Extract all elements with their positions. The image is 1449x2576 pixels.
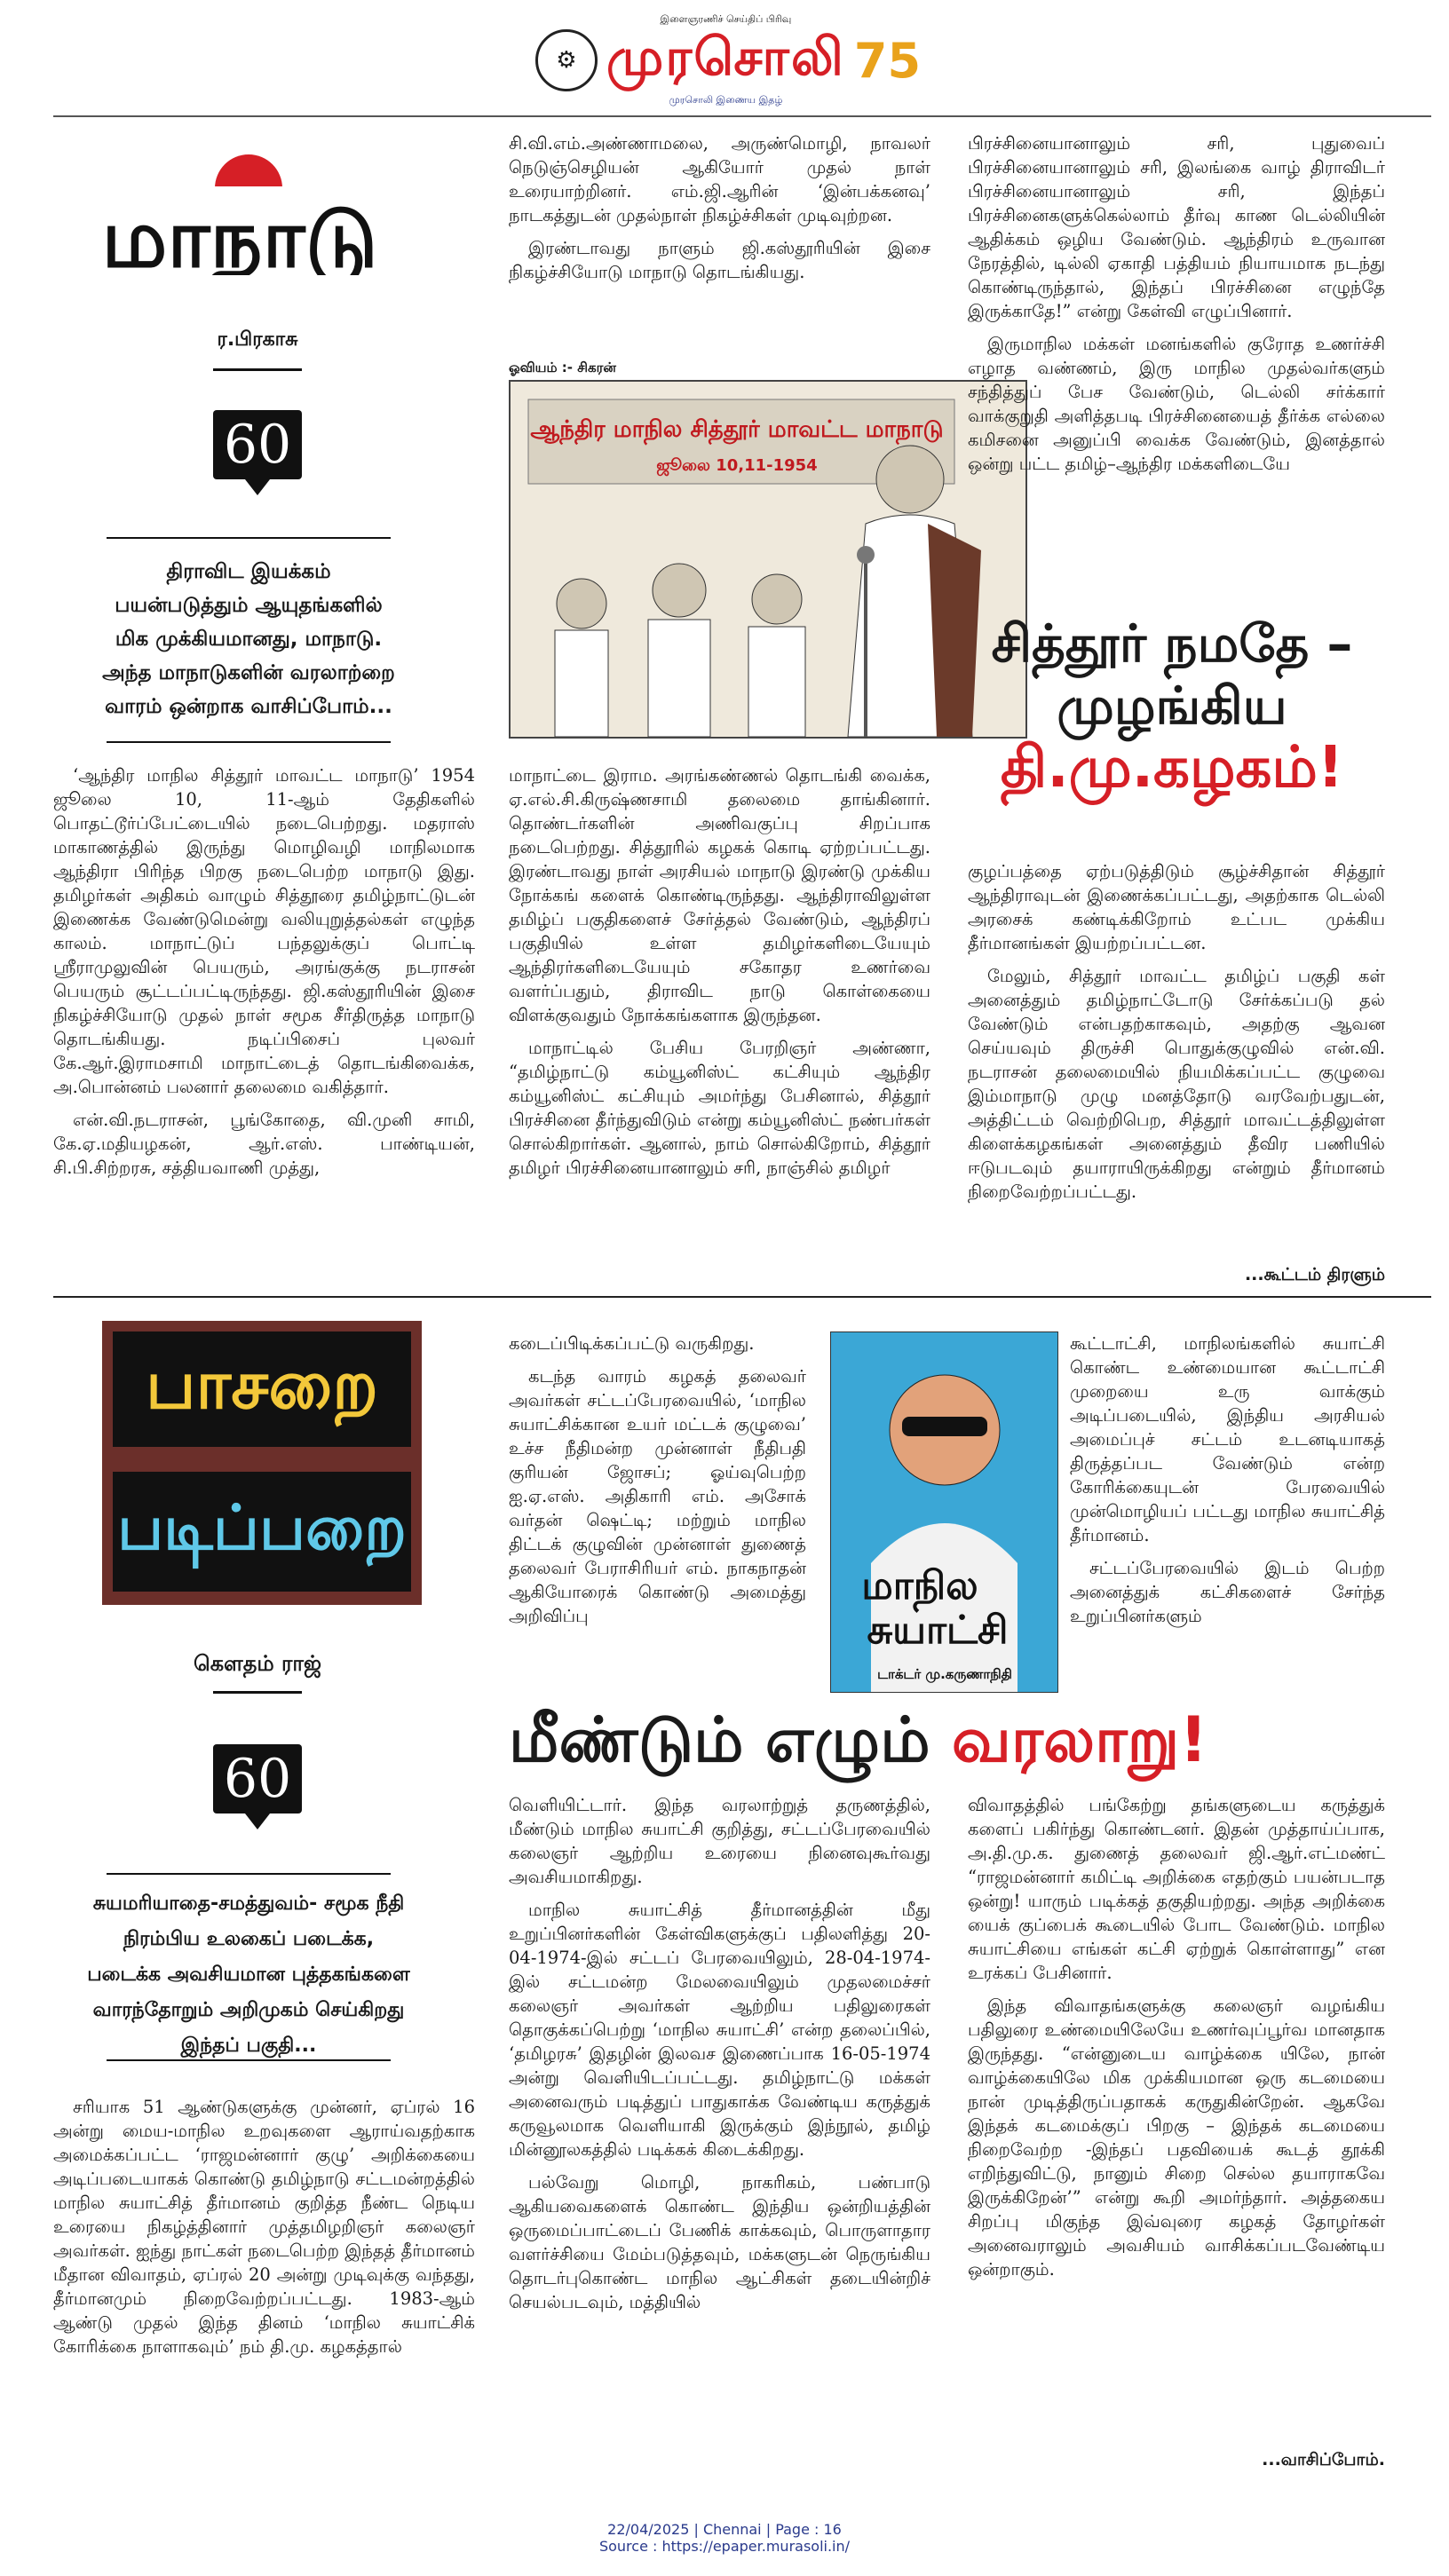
paragraph: இந்த விவாதங்களுக்கு கலைஞர் வழங்கிய பதிலுரை உண்மையிலேயே உணர்வுப்பூர்வ மானதாக இருந்தது. “என்னுடைய வாழ்க்கை யிலே, நான் வாழ்க்கையிலே மிக முக்கியமான ஒரு கடமையை நான் முடித்திருப்பதாகக் கருதுகின்றேன். ஆகவே இந்தக் கடமைக்குப் பிறகு – இந்தக் கடமையை நிறைவேற்ற -இந்தப் பதவியைக் கூடத் தூக்கி எறிந்துவிட்டு, நானும் சிறை செல்ல தயாராகவே இருக்கிறேன்’” என்று கூறி அமர்ந்தார். அத்தகைய சிறப்பு மிகுந்த இவ்வுரை கழகத் தோழர்கள் அனைவராலும் அவசியம் வாசிக்கப்படவேண்டிய ஒன்றாகும். [968, 1995, 1385, 2280]
maanadu-logo-text: மாநாடு [101, 191, 378, 275]
masthead [497, 7, 959, 114]
author-rule [213, 368, 302, 371]
footer [0, 2521, 1449, 2555]
section1-continue: ...கூட்டம் திரளும் [1244, 1265, 1385, 1284]
masthead-brand: முரசொலி [606, 27, 845, 87]
section2-continue: ...வாசிப்போம். [1262, 2450, 1385, 2469]
header-rule [53, 115, 1431, 117]
paragraph: மேலும், சித்தூர் மாவட்ட தமிழ்ப் பகுதி கள் அனைத்தும் தமிழ்நாட்டோடு சேர்க்கப்படு தல் வேண்டும் என்பதற்காகவும், அதற்கு ஆவன செய்யவும் திருச்சி பொதுக்குழுவில் என்.வி. நடராசன் தலைமையில் நியமிக்கப்பட்ட குழுவை இம்மாநாடு முழு மனத்தோடு வரவேற்பதுடன், அத்திட்டம் வெற்றிபெற, சித்தூர் மாவட்டத்திலுள்ள கிளைக்கழகங்கள் அனைத்தும் தீவிர பணியில் ஈடுபடவும் தயாராயிருக்கிறது என்றும் தீர்மானம் நிறைவேற்றப்பட்டது. [968, 966, 1385, 1202]
banner-line1: ஆந்திர மாநில சித்தூர் மாவட்ட மாநாடு [530, 416, 944, 443]
section1-badge [213, 410, 302, 495]
paragraph: இருமாநில மக்கள் மனங்களில் குரோத உணர்ச்சி எழாத வண்ணம், இரு மாநில முதல்வர்களும் சந்தித்துப் பேச வேண்டும், டெல்லி சர்க்கார் வாக்குறுதி அளித்தபடி பிரச்சினையைத் தீர்க்க எல்லை கமிசனை அனுப்பி வைக்க வேண்டும், இனத்தால் ஒன்று பட்ட தமிழ்–ஆந்திர மக்களிடையே [968, 334, 1385, 474]
section1-col-b-top [509, 131, 930, 293]
illustration-credit: ஓவியம் :- சிகரன் [509, 360, 616, 375]
section2-col-a [53, 2095, 475, 2367]
headline-line1: சித்தூர் நமதே – [991, 613, 1353, 674]
section2-col-c-top [1070, 1331, 1385, 1637]
paragraph: ‘ஆந்திர மாநில சித்தூர் மாவட்ட மாநாடு’ 1954 ஜூலை 10, 11-ஆம் தேதிகளில் பொதட்டூர்ப்பேட்டையில் நடைபெற்றது. மதராஸ் மாகாணத்தில் இருந்து மொழிவழி மாநிலமாக ஆந்திரா பிரிந்த பிறகு நடைபெற்ற மாநாடு இது. தமிழர்கள் அதிகம் வாழும் சித்தூரை தமிழ்நாட்டுடன் இணைக்க வேண்டுமென்று வலியுறுத்தல்கள் எழுந்த காலம். மாநாட்டுப் பந்தலுக்குப் பொட்டி ஸ்ரீராமுலுவின் பெயரும், அரங்குக்கு நடராசன் பெயரும் சூட்டப்பட்டிருந்தது. ஜி.கஸ்தூரியின் இசை நிகழ்ச்சியோடு முதல் நாள் சமூக சீர்திருத்த மாநாடு தொடங்கியது. நடிப்பிசைப் புலவர் கே.ஆர்.இராமசாமி மாநாட்டைத் தொடங்கிவைக்க, அ.பொன்னம் பலனார் தலைமை வகித்தார். [53, 765, 475, 1097]
badge-number: 60 [213, 1744, 302, 1813]
paragraph: குழப்பத்தை ஏற்படுத்திடும் சூழ்ச்சிதான் சித்தூர் ஆந்திராவுடன் இணைக்கப்பட்டது, அதற்காக டெல்லி அரசைக் கண்டிக்கிறோம் உட்பட முக்கிய தீர்மானங்கள் இயற்றப்பட்டன. [968, 861, 1385, 953]
headline-2b: வரலாறு! [951, 1703, 1208, 1776]
headline [959, 612, 1385, 799]
emblem-icon: ⚙ [535, 29, 598, 91]
anniversary-badge: 75 [853, 32, 922, 89]
intro-rule-top [107, 1873, 391, 1875]
book-title1: மாநில [861, 1563, 978, 1608]
book-cover [830, 1331, 1058, 1693]
logo-line2: படிப்பறை [113, 1472, 411, 1592]
masthead-tagline: இளைஞரணிச் செய்திப் பிரிவு [660, 13, 792, 25]
section1-col-c-top [968, 131, 1385, 485]
paasarai-logo [102, 1321, 422, 1605]
section-divider [53, 1296, 1431, 1298]
logo-line1: பாசறை [113, 1331, 411, 1447]
paragraph: கடந்த வாரம் கழகத் தலைவர் அவர்கள் சட்டப்பேரவையில், ‘மாநில சுயாட்சிக்கான உயர் மட்டக் குழுவை’ உச்ச நீதிமன்ற முன்னாள் நீதிபதி குரியன் ஜோசப்; ஓய்வுபெற்ற ஐ.ஏ.எஸ். அதிகாரி எம். அசோக் வர்தன் ஷெட்டி; மற்றும் மாநில திட்டக் குழுவின் முன்னாள் துணைத் தலைவர் பேராசிரியர் எம். நாகநாதன் ஆகியோரைக் கொண்டு அமைத்து அறிவிப்பு [509, 1366, 806, 1626]
banner-line2: ஜூலை 10,11-1954 [656, 456, 818, 475]
headline-2 [509, 1700, 1397, 1780]
paragraph: விவாதத்தில் பங்கேற்று தங்களுடைய கருத்துக் களைப் பகிர்ந்து கொண்டனர். இதன் முத்தாய்ப்பாக, அ.தி.மு.க. துணைத் தலைவர் ஜி.ஆர்.எட்மண்ட் “ராஜமன்னார் கமிட்டி அறிக்கை எதற்கும் பயன்படாத ஒன்று! யாரும் படிக்கத் தகுதியற்றது. அந்த அறிக்கை யைக் குப்பைக் கூடையில் போட வேண்டும். மாநில சுயாட்சியை எங்கள் கட்சி ஏற்றுக் கொள்ளாது” என உரக்கப் பேசினார். [968, 1795, 1385, 1983]
badge-number: 60 [213, 410, 302, 479]
maanadu-logo [53, 133, 426, 275]
intro-rule-top [107, 537, 391, 539]
footer-date: 22/04/2025 | Chennai | Page : 16 [607, 2521, 842, 2538]
section2-col-b-top [509, 1331, 806, 1637]
paragraph: இரண்டாவது நாளும் ஜி.கஸ்தூரியின் இசை நிகழ்ச்சியோடு மாநாடு தொடங்கியது. [509, 238, 930, 282]
author-rule [213, 1691, 302, 1694]
section1-col-b-bottom [509, 763, 930, 1189]
paragraph: கடைப்பிடிக்கப்பட்டு வருகிறது. [509, 1333, 755, 1354]
paragraph: கூட்டாட்சி, மாநிலங்களில் சுயாட்சி கொண்ட உண்மையான கூட்டாட்சி முறையை உரு வாக்கும் அடிப்படையில், இந்திய அரசியல் அமைப்புச் சட்டம் உடனடியாகத் திருத்தப்பட வேண்டும் என்ற கோரிக்கையுடன் பேரவையில் முன்மொழியப் பட்டது மாநில சுயாட்சித் தீர்மானம். [1070, 1333, 1385, 1545]
headline-2a: மீண்டும் எழும் [509, 1703, 930, 1776]
intro-rule-bottom [107, 2059, 391, 2061]
book-author: டாக்டர் மு.கருணாநிதி [877, 1666, 1012, 1682]
section1-col-c-bottom [968, 859, 1385, 1213]
section1-author: ர.பிரகாசு [217, 328, 298, 351]
section2-col-c-bottom [968, 1793, 1385, 2290]
paragraph: வெளியிட்டார். இந்த வரலாற்றுத் தருணத்தில், மீண்டும் மாநில சுயாட்சி குறித்து, சட்டப்பேரவையில் கலைஞர் ஆற்றிய உரையை நினைவுகூர்வது அவசியமாகிறது. [509, 1795, 930, 1887]
paragraph: பிரச்சினையானாலும் சரி, புதுவைப் பிரச்சினையானாலும் சரி, இலங்கை வாழ் திராவிடர் பிரச்சினையானாலும் சரி, இந்தப் பிரச்சினைகளுக்கெல்லாம் தீர்வு காண டெல்லியின் ஆதிக்கம் ஒழிய வேண்டும். ஆந்திரம் உருவான நேரத்தில், டில்லி ஏகாதி பத்தியம் நியாயமாக நடந்து கொண்டிருந்தால், இந்தப் பிரச்சினை எழுந்தே இருக்காதே!” என்று கேள்வி எழுப்பினார். [968, 133, 1385, 321]
section2-col-b-bottom [509, 1793, 930, 2323]
masthead-sub: முரசொலி இணைய இதழ் [669, 94, 783, 106]
section1-col-a [53, 763, 475, 1189]
intro-rule-bottom [107, 741, 391, 743]
book-title2: சுயாட்சி [867, 1608, 1009, 1653]
conference-illustration [509, 380, 1027, 739]
footer-source[interactable]: Source : https://epaper.murasoli.in/ [598, 2538, 851, 2555]
headline-line2: முழங்கிய [1057, 676, 1287, 736]
paragraph: மாநில சுயாட்சித் தீர்மானத்தின் மீது உறுப்பினர்களின் கேள்விகளுக்குப் பதிலளித்து 20-04-1974-இல் சட்டப் பேரவையிலும், 28-04-1974-இல் சட்டமன்ற மேலவையிலும் முதலமைச்சர் கலைஞர் அவர்கள் ஆற்றிய பதிலுரைகள் தொகுக்கப்பெற்று ‘மாநில சுயாட்சி’ என்ற தலைப்பில், ‘தமிழரசு’ இதழின் இலவச இணைப்பாக 16-05-1974 அன்று வெளியிடப்பட்டது. தமிழ்நாட்டு மக்கள் அனைவரும் படித்துப் பாதுகாக்க வேண்டிய கருத்துக் கருவூலமாக வெளியாகி இருக்கும் இந்நூல், தமிழ் மின்னூலகத்தில் படிக்கக் கிடைக்கிறது. [509, 1900, 930, 2160]
paragraph: மாநாட்டை இராம. அரங்கண்ணல் தொடங்கி வைக்க, ஏ.எல்.சி.கிருஷ்ணசாமி தலைமை தாங்கினார். தொண்டர்களின் அணிவகுப்பு சிறப்பாக நடைபெற்றது. சித்தூரில் கழகக் கொடி ஏற்றப்பட்டது. இரண்டாவது நாள் அரசியல் மாநாடு இரண்டு முக்கிய நோக்கங் களைக் கொண்டிருந்தது. ஆந்திராவிலுள்ள தமிழ்ப் பகுதிகளைச் சேர்த்தல் வேண்டும், ஆந்திரப் பகுதியில் உள்ள தமிழர்களிடையேயும் ஆந்திரர்களிடையேயும் சகோதர உணர்வை வளர்ப்பதும், திராவிட நாடு கொள்கையை விளக்குவதும் நோக்கங்களாக இருந்தன. [509, 765, 930, 1025]
headline-line3: தி.மு.கழகம்! [1000, 735, 1344, 801]
section1-intro: திராவிட இயக்கம் பயன்படுத்தும் ஆயுதங்களில் மிக முக்கியமானது, மாநாடு. அந்த மாநாடுகளின் வரலாற்றை வாரம் ஒன்றாக வாசிப்போம்... [102, 560, 395, 718]
section2-intro: சுயமரியாதை-சமத்துவம்- சமூக நீதி நிரம்பிய உலகைப் படைக்க, படைக்க அவசியமான புத்தகங்களை வாரந்தோறும் அறிமுகம் செய்கிறது இந்தப் பகுதி... [87, 1892, 410, 2057]
paragraph: மாநாட்டில் பேசிய பேரறிஞர் அண்ணா, “தமிழ்நாட்டு கம்யூனிஸ்ட் கட்சியும் ஆந்திர கம்யூனிஸ்ட் கட்சியும் அமர்ந்து பேசினால், சித்தூர் பிரச்சினை தீர்ந்துவிடும் என்று கம்யூனிஸ்ட் நண்பர்கள் சொல்கிறார்கள். ஆனால், நாம் சொல்கிறோம், சித்தூர் தமிழர் பிரச்சினையானாலும் சரி, நாஞ்சில் தமிழர் [509, 1038, 930, 1178]
paragraph: பல்வேறு மொழி, நாகரிகம், பண்பாடு ஆகியவைகளைக் கொண்ட இந்திய ஒன்றியத்தின் ஒருமைப்பாட்டைப் பேணிக் காக்கவும், பொருளாதார வளர்ச்சியை மேம்படுத்தவும், மக்களுடன் நெருங்கிய தொடர்புகொண்ட மாநில ஆட்சிகள் தடையின்றிச் செயல்படவும், மத்தியில் [509, 2172, 930, 2312]
section2-badge [213, 1744, 302, 1829]
section2-author: கௌதம் ராஜ் [194, 1651, 321, 1676]
paragraph: சட்டப்பேரவையில் இடம் பெற்ற அனைத்துக் கட்சிகளைச் சேர்ந்த உறுப்பினர்களும் [1070, 1558, 1385, 1626]
paragraph: என்.வி.நடராசன், பூங்கோதை, வி.முனி சாமி, கே.ஏ.மதியழகன், ஆர்.எஸ். பாண்டியன், சி.பி.சிற்றரசு, சத்தியவாணி முத்து, [53, 1110, 475, 1178]
paragraph: சரியாக 51 ஆண்டுகளுக்கு முன்னர், ஏப்ரல் 16 அன்று மைய-மாநில உறவுகளை ஆராய்வதற்காக அமைக்கப்பட்ட ‘ராஜமன்னார் குழு’ அறிக்கையை அடிப்படையாகக் கொண்டு தமிழ்நாடு சட்டமன்றத்தில் மாநில சுயாட்சித் தீர்மானம் குறித்த நீண்ட நெடிய உரையை நிகழ்த்தினார் முத்தமிழறிஞர் கலைஞர் அவர்கள். ஐந்து நாட்கள் நடைபெற்ற இந்தத் தீர்மானம் மீதான விவாதம், ஏப்ரல் 20 அன்று முடிவுக்கு வந்தது, தீர்மானமும் நிறைவேற்றப்பட்டது. 1983-ஆம் ஆண்டு முதல் இந்த தினம் ‘மாநில சுயாட்சிக் கோரிக்கை நாளாகவும்’ நம் தி.மு. கழகத்தால் [53, 2097, 475, 2357]
paragraph: சி.வி.எம்.அண்ணாமலை, அருண்மொழி, நாவலர் நெடுஞ்செழியன் ஆகியோர் முதல் நாள் உரையாற்றினர். எம்.ஜி.ஆரின் ‘இன்பக்கனவு’ நாடகத்துடன் முதல்நாள் நிகழ்ச்சிகள் முடிவுற்றன. [509, 133, 930, 225]
